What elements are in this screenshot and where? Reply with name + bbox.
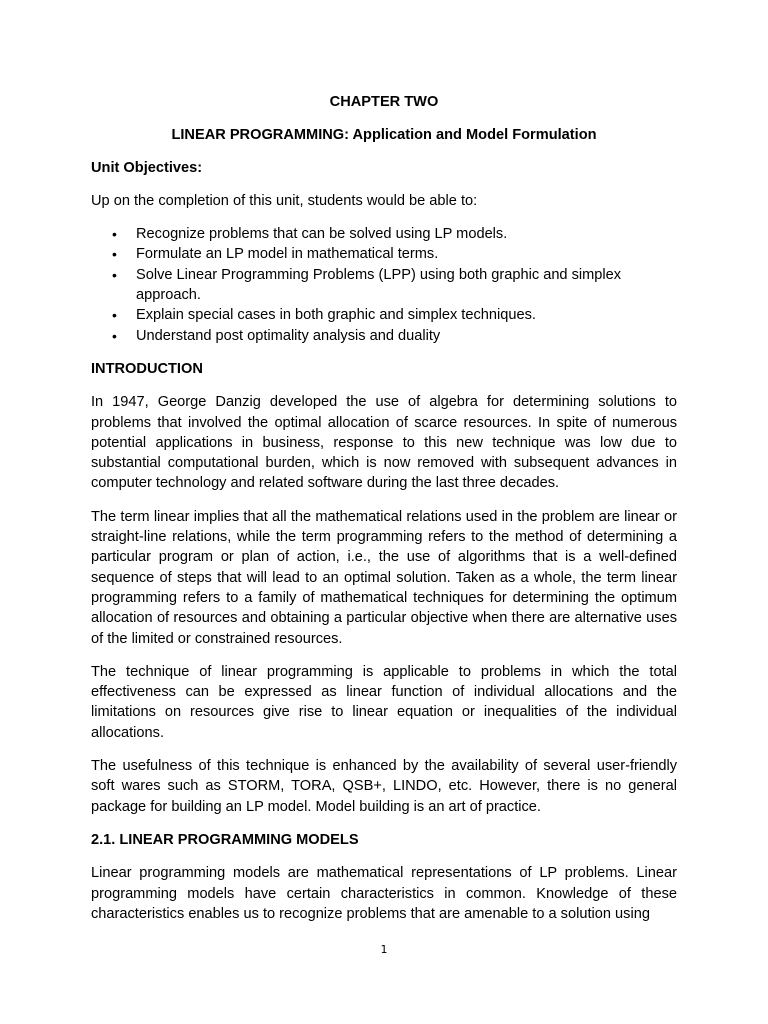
objective-item: [91, 265, 677, 306]
objective-item: [91, 244, 677, 264]
section-paragraph: Linear programming models are mathematical representations of LP problems. Linear programming models have certain characteristics in common. Knowledge of these characteristics enables us to recognize problems that are amenable to a solution using: [91, 865, 677, 922]
intro-paragraph-history: In 1947, George Danzig developed the use of algebra for determining solutions to problems that involved the optimal allocation of scarce resources. In spite of numerous potential applications in business, response to this new technique was low due to substantial computational burden, which is now removed with subsequent advances in computer technology and related software during the last three decades.: [91, 394, 677, 492]
objective-item: [91, 305, 677, 325]
bullet-icon: •: [112, 246, 117, 263]
intro-paragraph-software: The usefulness of this technique is enhanced by the availability of several user-friendly soft wares such as STORM, TORA, QSB+, LINDO, etc. However, there is no general package for building an LP model. Model building is an art of practice.: [91, 758, 677, 815]
objectives-intro: Up on the completion of this unit, students would be able to:: [91, 192, 478, 209]
objective-text: Understand post optimality analysis and duality: [136, 327, 441, 344]
objective-text: Recognize problems that can be solved using LP models.: [136, 226, 508, 243]
bullet-icon: •: [112, 327, 117, 344]
bullet-icon: •: [112, 226, 117, 243]
intro-paragraph-definition: The term linear implies that all the mathematical relations used in the problem are linear or straight-line relations, while the term programming refers to the method of determining a particular program or plan of action, i.e., the use of algorithms that is a well-defined sequence of steps that will lead to an optimal solution. Taken as a whole, the term linear programming refers to a family of mathematical techniques for determining the optimum allocation of resources and obtaining a particular objective when there are alternative uses of the limited or constrained resources.: [91, 508, 677, 647]
objective-item: [91, 224, 677, 244]
unit-title: LINEAR PROGRAMMING: Application and Model Formulation: [171, 126, 597, 143]
objective-text: Explain special cases in both graphic and simplex techniques.: [136, 307, 536, 324]
objective-text: Solve Linear Programming Problems (LPP) using both graphic and simplex approach.: [136, 266, 622, 304]
chapter-title: CHAPTER TWO: [329, 94, 439, 110]
bullet-icon: •: [112, 307, 117, 324]
objectives-heading: Unit Objectives:: [91, 159, 203, 176]
section-heading: 2.1. LINEAR PROGRAMMING MODELS: [91, 831, 359, 848]
intro-paragraph-applicability: The technique of linear programming is applicable to problems in which the total effectiveness can be expressed as linear function of individual allocations and the limitations on resources give rise to linear equation or inequalities of the individual allocations.: [91, 663, 677, 741]
objective-item: [91, 326, 677, 346]
page-number: 1: [380, 943, 388, 956]
page-content: [91, 92, 677, 937]
objectives-list: [91, 224, 677, 346]
objective-text: Formulate an LP model in mathematical terms.: [136, 246, 439, 263]
introduction-heading: INTRODUCTION: [91, 360, 203, 377]
bullet-icon: •: [112, 266, 117, 283]
